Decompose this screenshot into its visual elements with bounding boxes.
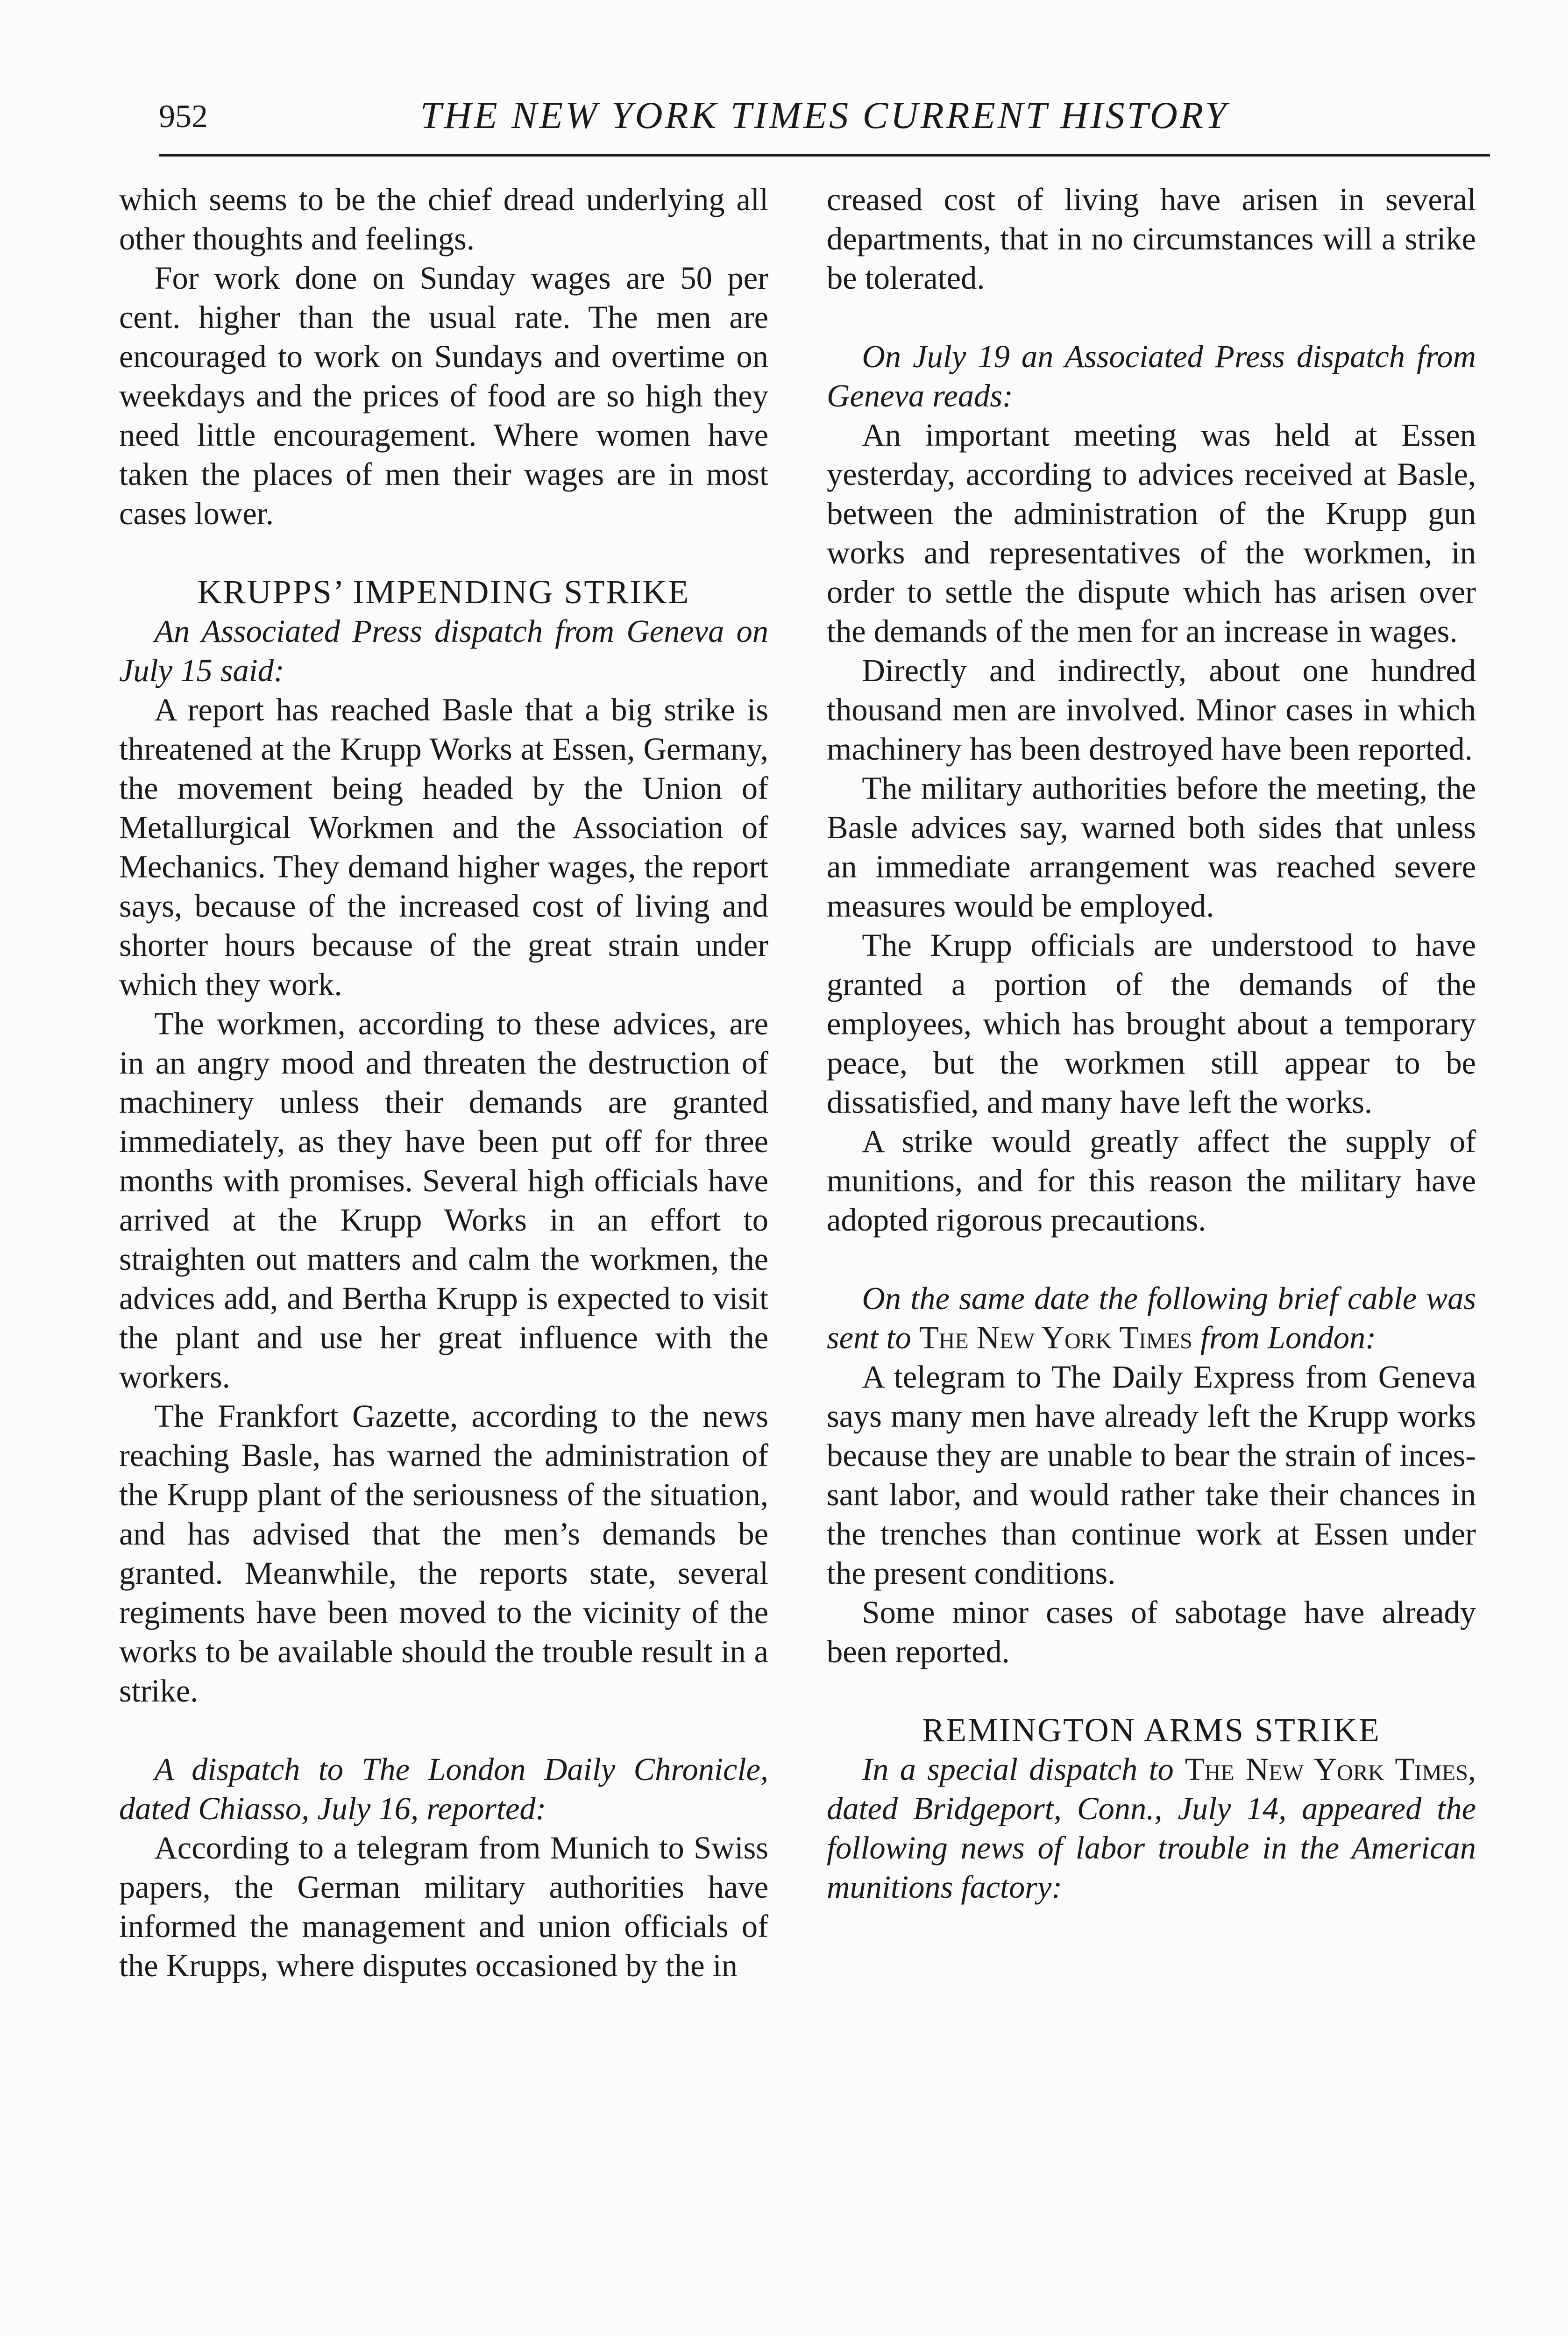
dispatch-intro: A dispatch to The London Daily Chronicle, dated Chiasso, July 16, reported: xyxy=(119,1752,768,1826)
paragraph: An important meeting was held at Essen yesterday, according to advices received at Basle, between the administration of the Krupp gun works and representatives of the workmen, in order to settle the dispute which has arisen over the demands of the men for an increase in wages. xyxy=(827,417,1476,649)
paragraph: A telegram to The Daily Express from Geneva says many men have already left the Krupp works because they are unable to bear the strain of incessant labor, and would rather take their chances in the trenches than continue work at Essen under the present conditions. xyxy=(827,1359,1476,1591)
right-column xyxy=(827,180,1476,1907)
paragraph: A report has reached Basle that a big strike is threatened at the Krupp Works at Essen, Germany, the movement being headed by the Union of Metallurgical Workmen and the Association of Mechanics. They demand higher wages, the report says, because of the increased cost of living and shorter hours because of the great strain under which they work. xyxy=(119,692,768,1002)
intro-text: On the same date the following brief cable was sent to xyxy=(827,1281,1476,1355)
section-heading-krupps: KRUPPS’ IMPENDING STRIKE xyxy=(197,573,690,611)
paragraph: creased cost of living have arisen in several departments, that in no circumstances will a strike be tolerated. xyxy=(827,182,1476,296)
section-heading-remington: REMINGTON ARMS STRIKE xyxy=(922,1711,1381,1749)
newspaper-name: The New York Times, xyxy=(1185,1752,1476,1787)
paragraph: The Frankfort Gazette, according to the news reaching Basle, has warned the administration of the Krupp plant of the seriousness of the situation, and has advised that the men’s demands be granted. Meanwhile, the reports state, several regiments have been moved to the vicinity of the works to be available should the trouble result in a strike. xyxy=(119,1398,768,1709)
paragraph: The military authorities before the meeting, the Basle advices say, warned both sides that unless an immediate arrangement was reached severe measures would be employed. xyxy=(827,770,1476,924)
paragraph: which seems to be the chief dread underlying all other thoughts and feelings. xyxy=(119,182,768,256)
dispatch-intro: On July 19 an Associated Press dispatch from Geneva reads: xyxy=(827,339,1476,413)
header-rule xyxy=(159,154,1490,157)
paragraph: For work done on Sunday wages are 50 per cent. higher than the usual rate. The men are encouraged to work on Sundays and overtime on weekdays and the prices of food are so high they need little encouragement. Where women have taken the places of men their wages are in most cases lower. xyxy=(119,260,768,531)
intro-text: In a special dispatch to xyxy=(862,1752,1174,1787)
paragraph: Some minor cases of sabotage have already been reported. xyxy=(827,1595,1476,1669)
spacer xyxy=(827,1671,1476,1710)
intro-text: dated Bridgeport, Conn., July 14, appeared the following news of labor trouble in the American munitions factory: xyxy=(827,1791,1476,1905)
newspaper-name: The New York Times xyxy=(919,1320,1192,1355)
dispatch-intro xyxy=(827,1279,1476,1357)
dispatch-intro xyxy=(827,1750,1476,1907)
paragraph: A strike would greatly affect the supply of munitions, and for this reason the military have adopted rigorous precautions. xyxy=(827,1124,1476,1238)
paragraph: Directly and indirectly, about one hundred thousand men are involved. Minor cases in which machinery has been destroyed have been reported. xyxy=(827,653,1476,767)
spacer xyxy=(119,533,768,572)
running-title: THE NEW YORK TIMES CURRENT HISTORY xyxy=(420,94,1229,136)
paragraph: According to a telegram from Munich to Swiss papers, the German military authorities have informed the management and union officials of the Krupps, where disputes occasioned by the in xyxy=(119,1830,768,1983)
page-header xyxy=(159,93,1490,145)
dispatch-intro: An Associated Press dispatch from Geneva on July 15 said: xyxy=(119,613,768,688)
left-column xyxy=(119,180,768,1985)
spacer xyxy=(119,1710,768,1750)
spacer xyxy=(827,298,1476,337)
intro-text: from London: xyxy=(1200,1320,1376,1355)
spacer xyxy=(827,1239,1476,1279)
page-number: 952 xyxy=(159,99,208,135)
paragraph: The Krupp officials are understood to have granted a portion of the demands of the employees, which has brought about a temporary peace, but the workmen still appear to be dissatisfied, and many have left the works. xyxy=(827,927,1476,1120)
paragraph: The workmen, according to these advices, are in an angry mood and threaten the destruction of machinery unless their demands are granted immediately, as they have been put off for three months with promises. Several high officials have arrived at the Krupp Works in an effort to straighten out matters and calm the workmen, the advices add, and Bertha Krupp is expected to visit the plant and use her great influence with the workers. xyxy=(119,1006,768,1395)
